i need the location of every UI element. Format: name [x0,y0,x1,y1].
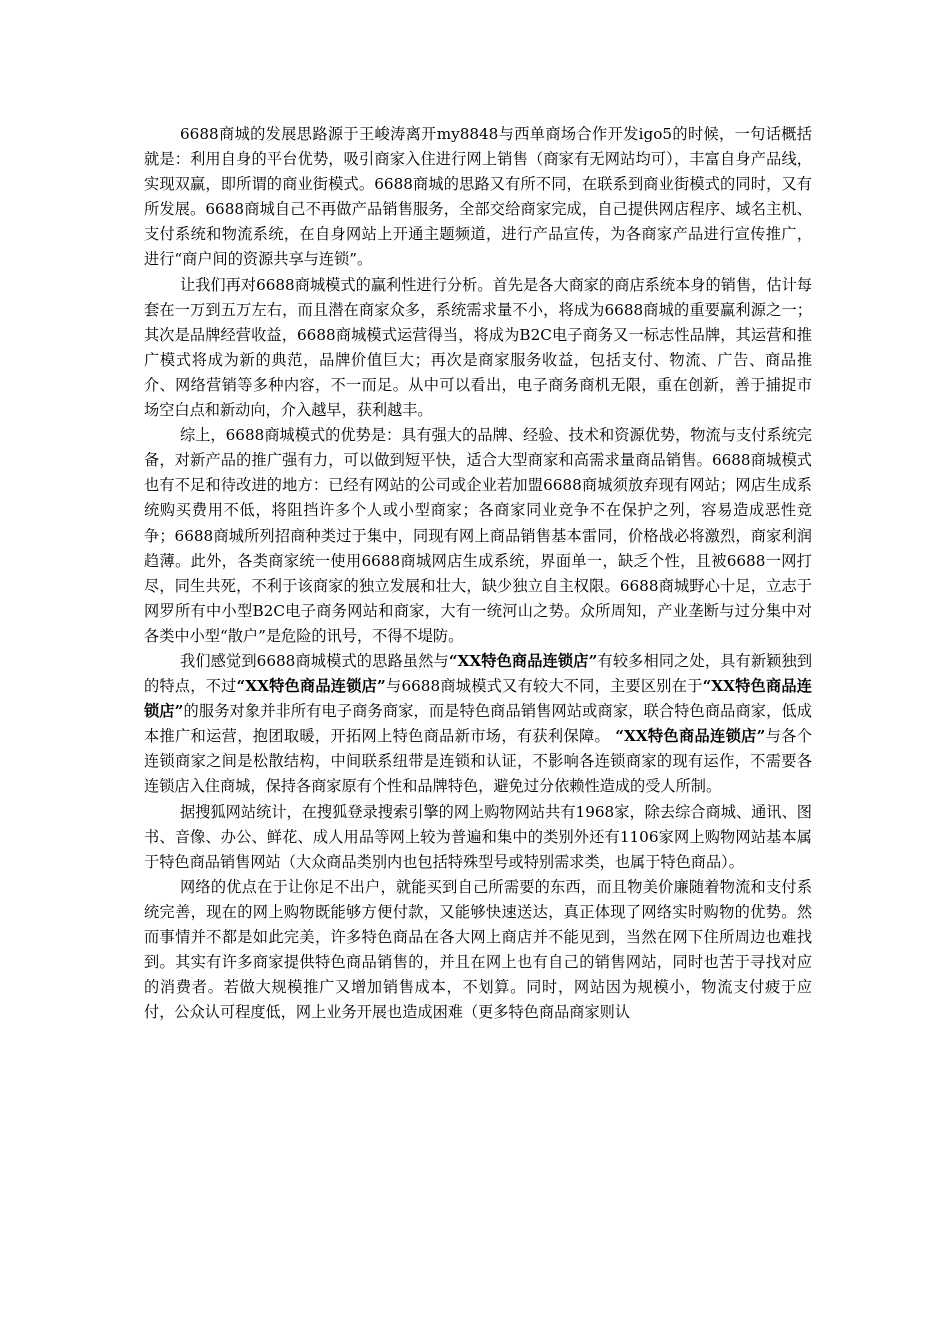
paragraph-text: 网络的优点在于让你足不出户，就能买到自己所需要的东西，而且物美价廉随着物流和支付系统完善，现在的网上购物既能够方便付款，又能够快速送达，真正体现了网络实时购物的优势。然而事情并不都是如此完美，许多特色商品在各大网上商店并不能见到，当然在网下住所周边也难找到。其实有许多商家提供特色商品销售的，并且在网上也有自己的销售网站，同时也苦于寻找对应的消费者。若做大规模推广又增加销售成本，不划算。同时，网站因为规模小，物流支付疲于应付，公众认可程度低，网上业务开展也造成困难（更多特色商品商家则认 [144,877,812,1022]
paragraph-text: 6688商城的发展思路源于王峻涛离开my8848与西单商场合作开发igo5的时候，一句话概括就是：利用自身的平台优势，吸引商家入住进行网上销售（商家有无网站均可），丰富自身产品线，实现双赢，即所谓的商业街模式。6688商城的思路又有所不同，在联系到商业街模式的同时，又有所发展。6688商城自己不再做产品销售服务，全部交给商家完成，自己提供网店程序、域名主机、支付系统和物流系统，在自身网站上开通主题频道，进行产品宣传，为各商家产品进行宣传推广，进行“商户间的资源共享与连锁”。 [144,125,812,269]
paragraph-text: 据搜狐网站统计，在搜狐登录搜索引擎的网上购物网站共有1968家，除去综合商城、通讯、图书、音像、办公、鲜花、成人用品等网上较为普遍和集中的类别外还有1106家网上购物网站基本属于特色商品销售网站（大众商品类别内也包括特殊型号或特别需求类，也属于特色商品）。 [144,802,812,871]
paragraph-text: 与6688商城模式又有较大不同，主要区别在于 [385,677,703,696]
emphasized-chain-store-name: “XX特色商品连锁店” [236,677,386,696]
paragraph-chain-store-comparison [144,649,812,800]
document-body [144,122,812,1025]
paragraph-online-shopping [144,875,812,1026]
paragraph-text: 与各个连锁商家之间是松散结构，中间联系纽带是连锁和认证，不影响各连锁商家的现有运作，不需要各连锁店入住商城，保持各商家原有个性和品牌特色，避免过分依赖性造成的受人所制。 [144,727,812,796]
paragraph-business-model [144,122,812,273]
emphasized-chain-store-name: “XX特色商品连锁店” [448,651,598,670]
emphasized-chain-store-name: “XX特色商品连锁店” [144,677,812,721]
paragraph-summary [144,423,812,649]
paragraph-sohu-statistics [144,800,812,875]
paragraph-text: 让我们再对6688商城模式的赢利性进行分析。首先是各大商家的商店系统本身的销售，估计每套在一万到五万左右，而且潜在商家众多，系统需求量不小，将成为6688商城的重要赢利源之一；其次是品牌经营收益，6688商城模式运营得当，将成为B2C电子商务又一标志性品牌，其运营和推广模式将成为新的典范，品牌价值巨大；再次是商家服务收益，包括支付、物流、广告、商品推介、网络营销等多种内容，不一而足。从中可以看出，电子商务商机无限，重在创新，善于捕捉市场空白点和新动向，介入越早，获利越丰。 [144,275,812,420]
paragraph-text: 我们感觉到6688商城模式的思路虽然与 [180,651,449,670]
paragraph-profitability [144,273,812,424]
emphasized-chain-store-name: “XX特色商品连锁店” [615,727,766,746]
paragraph-text: 的服务对象并非所有电子商务商家，而是特色商品销售网站或商家，联合特色商品商家，低成本推广和运营，抱团取暖，开拓网上特色商品新市场，有获利保障。 [144,702,812,746]
paragraph-text: 有较多相同之处，具有新颖独到的特点，不过 [144,651,813,696]
paragraph-text: 综上，6688商城模式的优势是：具有强大的品牌、经验、技术和资源优势，物流与支付系统完备，对新产品的推广强有力，可以做到短平快，适合大型商家和高需求量商品销售。6688商城模式也有不足和待改进的地方：已经有网站的公司或企业若加盟6688商城须放弃现有网站；网店生成系统购买费用不低，将阻挡许多个人或小型商家；各商家同业竞争不在保护之列，容易造成恶性竞争；6688商城所列招商种类过于集中，同现有网上商品销售基本雷同，价格战必将激烈，商家利润趋薄。此外，各类商家统一使用6688商城网店生成系统，界面单一，缺乏个性，且被6688一网打尽，同生共死，不利于该商家的独立发展和壮大，缺少独立自主权限。6688商城野心十足，立志于网罗所有中小型B2C电子商务网站和商家，大有一统河山之势。众所周知，产业垄断与过分集中对各类中小型“散户”是危险的讯号，不得不堤防。 [144,426,812,645]
